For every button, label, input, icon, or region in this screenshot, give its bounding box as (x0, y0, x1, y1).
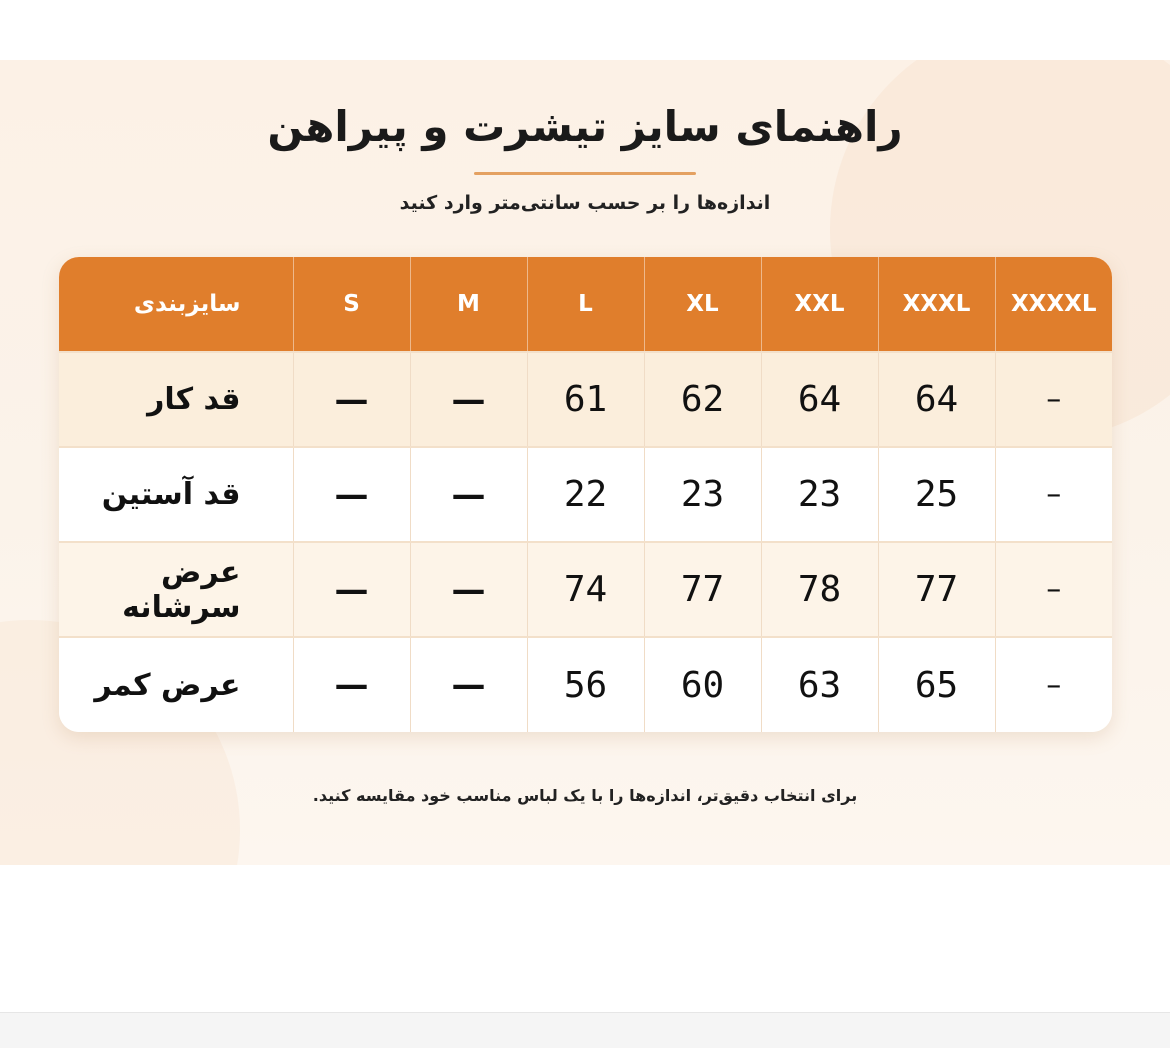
table-cell: 64 (878, 352, 995, 447)
table-row (59, 542, 1112, 637)
size-header-s: S (293, 257, 410, 352)
table-cell: – (995, 542, 1112, 637)
size-header-xxl: XXL (761, 257, 878, 352)
table-cell: 62 (644, 352, 761, 447)
size-header-xxxxl: XXXXL (1010, 291, 1097, 317)
table-cell: — (410, 637, 527, 732)
table-cell: 60 (644, 637, 761, 732)
row-label: عرض کمر (59, 637, 293, 732)
table-row (59, 447, 1112, 542)
table-cell: 61 (527, 352, 644, 447)
header-label: سایزبندی (59, 257, 293, 352)
table-cell: 77 (878, 542, 995, 637)
table-cell: — (293, 637, 410, 732)
table-header-row (59, 257, 1112, 352)
table-cell: 63 (761, 637, 878, 732)
size-header-m: M (410, 257, 527, 352)
size-table (59, 257, 1112, 732)
table-cell: 65 (878, 637, 995, 732)
table-row (59, 637, 1112, 732)
table-cell: 23 (761, 447, 878, 542)
row-label: قد آستین (59, 447, 293, 542)
table-cell: 74 (527, 542, 644, 637)
table-cell: — (410, 542, 527, 637)
table-cell: – (995, 637, 1112, 732)
table-cell: — (293, 447, 410, 542)
table-cell: 77 (644, 542, 761, 637)
table-cell: — (410, 352, 527, 447)
row-label: قد کار (59, 352, 293, 447)
table-cell: 78 (761, 542, 878, 637)
table-cell: 25 (878, 447, 995, 542)
table-cell: – (995, 447, 1112, 542)
table-cell: — (410, 447, 527, 542)
table-cell: – (995, 352, 1112, 447)
table-cell: 23 (644, 447, 761, 542)
row-label: عرض سرشانه (59, 542, 293, 637)
page-subtitle: اندازه‌ها را بر حسب سانتی‌متر وارد کنید (399, 192, 771, 214)
title-underline (474, 172, 696, 175)
table-row (59, 352, 1112, 447)
size-header-l: L (527, 257, 644, 352)
table-cell: — (293, 542, 410, 637)
table-cell: 56 (527, 637, 644, 732)
top-strip (0, 0, 1170, 60)
page-title: راهنمای سایز تیشرت و پیراهن (267, 102, 903, 151)
bottom-bar (0, 1012, 1170, 1048)
size-header-xxxl: XXXL (878, 257, 995, 352)
size-header-xl: XL (644, 257, 761, 352)
footer-note: برای انتخاب دقیق‌تر، اندازه‌ها را با یک لباس مناسب خود مقایسه کنید. (312, 786, 858, 805)
table-cell: 22 (527, 447, 644, 542)
table-cell: 64 (761, 352, 878, 447)
table-cell: — (293, 352, 410, 447)
